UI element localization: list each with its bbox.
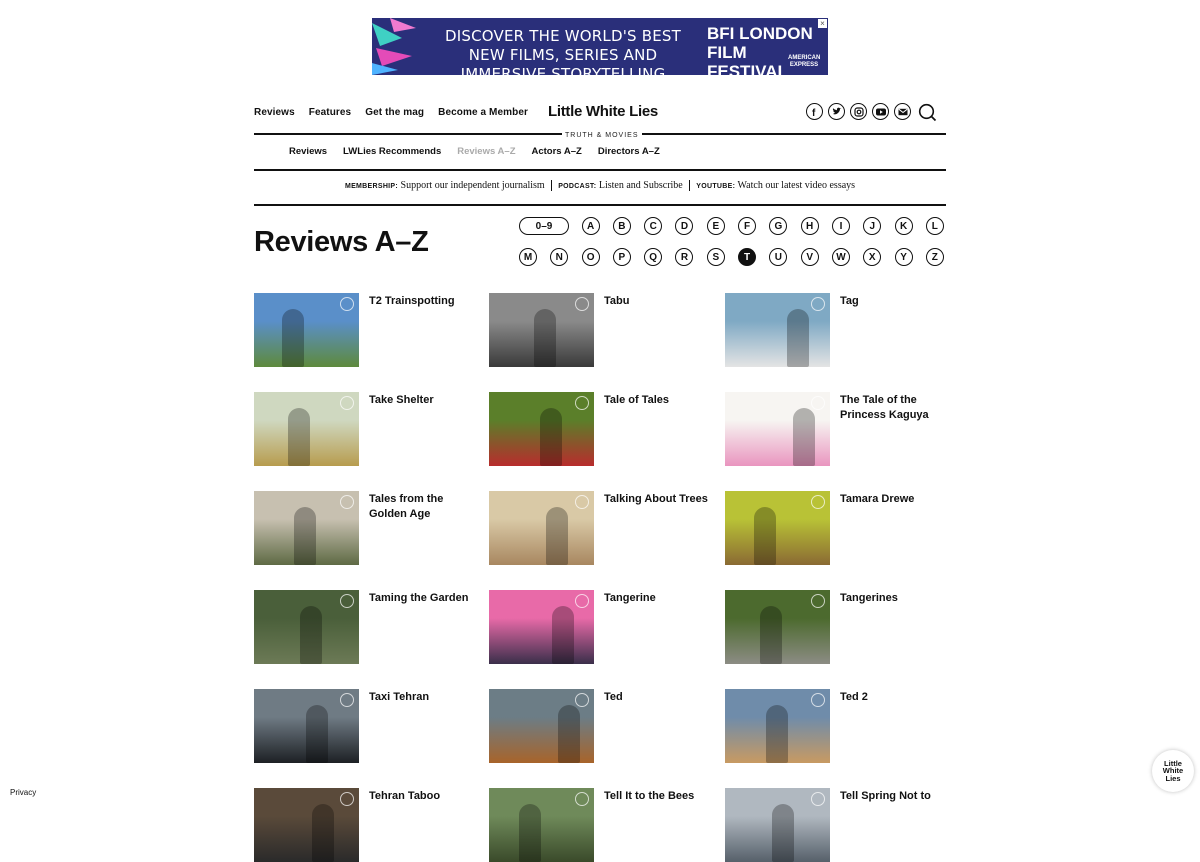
promo-separator <box>551 180 553 191</box>
review-thumbnail[interactable] <box>254 392 359 466</box>
lwl-stamp-icon <box>575 594 589 608</box>
review-thumbnail[interactable] <box>254 590 359 664</box>
thumbnail-figure <box>306 705 328 763</box>
subnav-reviews[interactable]: Reviews <box>289 146 328 157</box>
review-title[interactable]: Tell It to the Bees <box>604 790 695 802</box>
subnav-actors-a-z[interactable]: Actors A–Z <box>531 146 582 157</box>
promo-bar <box>254 180 946 191</box>
letter-n[interactable]: N <box>550 248 568 266</box>
lwl-stamp-icon <box>811 495 825 509</box>
review-card[interactable] <box>725 689 955 763</box>
lwl-stamp-icon <box>811 297 825 311</box>
review-title[interactable]: T2 Trainspotting <box>369 295 455 307</box>
lwl-stamp-icon <box>340 693 354 707</box>
review-title[interactable]: Taxi Tehran <box>369 691 430 703</box>
review-thumbnail[interactable] <box>725 293 830 367</box>
thumbnail-figure <box>793 408 815 466</box>
ad-sponsor: AMERICAN EXPRESS <box>788 55 821 68</box>
letter-filter <box>519 217 949 266</box>
lwl-stamp-icon <box>811 396 825 410</box>
letter-c[interactable]: C <box>644 217 662 235</box>
review-title[interactable]: Tag <box>840 295 859 307</box>
review-card[interactable] <box>489 689 725 763</box>
review-title[interactable]: Tale of Tales <box>604 394 670 406</box>
lwl-stamp-icon <box>575 693 589 707</box>
review-card[interactable] <box>254 590 489 664</box>
lwl-stamp-icon <box>340 396 354 410</box>
review-card[interactable] <box>489 491 725 565</box>
review-thumbnail[interactable] <box>489 590 594 664</box>
subnav-reviews-a-z[interactable]: Reviews A–Z <box>457 146 516 157</box>
review-title[interactable]: Tamara Drewe <box>840 493 915 505</box>
review-thumbnail[interactable] <box>254 689 359 763</box>
review-title[interactable]: Ted 2 <box>840 691 868 703</box>
review-thumbnail[interactable] <box>489 491 594 565</box>
review-card[interactable] <box>254 788 489 862</box>
letter-p[interactable]: P <box>613 248 631 266</box>
promo-divider <box>254 204 946 206</box>
site-logo[interactable]: Little White Lies <box>548 103 658 120</box>
review-thumbnail[interactable] <box>725 689 830 763</box>
review-title[interactable]: Tangerines <box>840 592 898 604</box>
thumbnail-figure <box>760 606 782 664</box>
letter-s[interactable]: S <box>707 248 725 266</box>
letter-w[interactable]: W <box>832 248 850 266</box>
lwl-stamp-icon <box>575 396 589 410</box>
review-thumbnail[interactable] <box>489 392 594 466</box>
nav-reviews[interactable]: Reviews <box>254 107 295 118</box>
letter-y[interactable]: Y <box>895 248 913 266</box>
letter-b[interactable]: B <box>613 217 631 235</box>
lwl-stamp-icon <box>575 792 589 806</box>
review-card[interactable] <box>725 590 955 664</box>
ad-artwork <box>372 18 420 75</box>
thumbnail-figure <box>300 606 322 664</box>
letter-v[interactable]: V <box>801 248 819 266</box>
ad-close-icon[interactable]: × <box>818 19 827 28</box>
letter-j[interactable]: J <box>863 217 881 235</box>
letter-a[interactable]: A <box>582 217 600 235</box>
letter-i[interactable]: I <box>832 217 850 235</box>
lwl-stamp-icon <box>340 495 354 509</box>
thumbnail-figure <box>552 606 574 664</box>
sub-nav <box>289 146 676 157</box>
subnav-directors-a-z[interactable]: Directors A–Z <box>597 146 660 157</box>
thumbnail-figure <box>519 804 541 862</box>
lwl-stamp-icon <box>811 693 825 707</box>
letter-x[interactable]: X <box>863 248 881 266</box>
thumbnail-figure <box>558 705 580 763</box>
review-title[interactable]: Tangerine <box>604 592 656 604</box>
lwl-stamp-icon <box>811 594 825 608</box>
review-title[interactable]: Talking About Trees <box>604 493 708 505</box>
thumbnail-figure <box>294 507 316 565</box>
letter-g[interactable]: G <box>769 217 787 235</box>
letter-0-9[interactable]: 0–9 <box>519 217 569 235</box>
lwl-stamp-icon <box>340 594 354 608</box>
nav-get-the-mag[interactable]: Get the mag <box>365 107 425 118</box>
lwl-stamp-icon <box>575 495 589 509</box>
letter-e[interactable]: E <box>707 217 725 235</box>
letter-q[interactable]: Q <box>644 248 662 266</box>
site-tagline: TRUTH & MOVIES <box>562 132 642 139</box>
review-title[interactable]: Tehran Taboo <box>369 790 441 802</box>
twitter-icon[interactable] <box>828 103 845 120</box>
thumbnail-figure <box>766 705 788 763</box>
youtube-icon[interactable] <box>872 103 889 120</box>
nav-features[interactable]: Features <box>308 107 352 118</box>
review-thumbnail[interactable] <box>489 293 594 367</box>
subnav-divider <box>254 169 946 171</box>
review-thumbnail[interactable] <box>725 491 830 565</box>
letter-t[interactable]: T <box>738 248 756 266</box>
review-thumbnail[interactable] <box>254 788 359 862</box>
review-card[interactable] <box>489 293 725 367</box>
review-title[interactable]: Tabu <box>604 295 630 307</box>
review-thumbnail[interactable] <box>725 788 830 862</box>
badge-text: Little White Lies <box>1162 758 1184 783</box>
thumbnail-figure <box>754 507 776 565</box>
review-thumbnail[interactable] <box>254 293 359 367</box>
ad-headline: DISCOVER THE WORLD'S BEST NEW FILMS, SERIES AND IMMERSIVE STORYTELLING <box>445 27 681 83</box>
review-card[interactable] <box>254 293 489 367</box>
review-card[interactable] <box>489 590 725 664</box>
social-links <box>806 103 937 122</box>
facebook-icon[interactable] <box>806 103 823 120</box>
reviews-grid <box>254 293 954 862</box>
main-nav <box>254 107 542 118</box>
lwl-stamp-icon <box>575 297 589 311</box>
review-card[interactable] <box>254 392 489 466</box>
review-title[interactable]: Taming the Garden <box>369 592 469 604</box>
subnav-lwlies-recommends[interactable]: LWLies Recommends <box>343 146 442 157</box>
review-title[interactable]: Tales from the Golden Age <box>369 493 444 520</box>
letter-r[interactable]: R <box>675 248 693 266</box>
lwl-badge[interactable] <box>1152 750 1194 792</box>
review-title[interactable]: The Tale of the Princess Kaguya <box>840 394 929 421</box>
thumbnail-figure <box>540 408 562 466</box>
thumbnail-figure <box>772 804 794 862</box>
thumbnail-figure <box>546 507 568 565</box>
review-thumbnail[interactable] <box>725 590 830 664</box>
promo-separator <box>689 180 691 191</box>
review-thumbnail[interactable] <box>489 689 594 763</box>
review-card[interactable] <box>725 392 955 466</box>
ad-banner[interactable] <box>372 18 828 100</box>
review-card[interactable] <box>489 788 725 862</box>
promo-membership[interactable]: MEMBERSHIP: Support our independent journalism <box>344 180 545 191</box>
nav-become-a-member[interactable]: Become a Member <box>438 107 528 118</box>
svg-text:f: f <box>812 107 816 119</box>
lwl-stamp-icon <box>340 792 354 806</box>
review-thumbnail[interactable] <box>254 491 359 565</box>
letter-u[interactable]: U <box>769 248 787 266</box>
letter-l[interactable]: L <box>926 217 944 235</box>
letter-k[interactable]: K <box>895 217 913 235</box>
review-thumbnail[interactable] <box>489 788 594 862</box>
letter-d[interactable]: D <box>675 217 693 235</box>
lwl-stamp-icon <box>811 792 825 806</box>
review-title[interactable]: Tell Spring Not to <box>840 790 931 802</box>
letter-m[interactable]: M <box>519 248 537 266</box>
thumbnail-figure <box>787 309 809 367</box>
review-card[interactable] <box>725 491 955 565</box>
privacy-link[interactable]: Privacy <box>10 788 37 797</box>
letter-o[interactable]: O <box>582 248 600 266</box>
lwl-stamp-icon <box>340 297 354 311</box>
instagram-icon[interactable] <box>850 103 867 120</box>
promo-podcast[interactable]: PODCAST: Listen and Subscribe <box>558 180 683 191</box>
search-icon[interactable] <box>918 103 937 122</box>
promo-youtube[interactable]: YOUTUBE: Watch our latest video essays <box>696 180 856 191</box>
review-card[interactable] <box>725 293 955 367</box>
letter-z[interactable]: Z <box>926 248 944 266</box>
ad-festival-logo: BFI LONDON FILM FESTIVAL 2022 <box>707 24 813 100</box>
letter-f[interactable]: F <box>738 217 756 235</box>
thumbnail-figure <box>288 408 310 466</box>
review-card[interactable] <box>489 392 725 466</box>
review-card[interactable] <box>254 491 489 565</box>
thumbnail-figure <box>534 309 556 367</box>
review-thumbnail[interactable] <box>725 392 830 466</box>
thumbnail-figure <box>282 309 304 367</box>
review-title[interactable]: Take Shelter <box>369 394 434 406</box>
email-icon[interactable] <box>894 103 911 120</box>
review-card[interactable] <box>254 689 489 763</box>
page-title: Reviews A–Z <box>254 226 429 258</box>
thumbnail-figure <box>312 804 334 862</box>
review-card[interactable] <box>725 788 955 862</box>
letter-h[interactable]: H <box>801 217 819 235</box>
review-title[interactable]: Ted <box>604 691 623 703</box>
